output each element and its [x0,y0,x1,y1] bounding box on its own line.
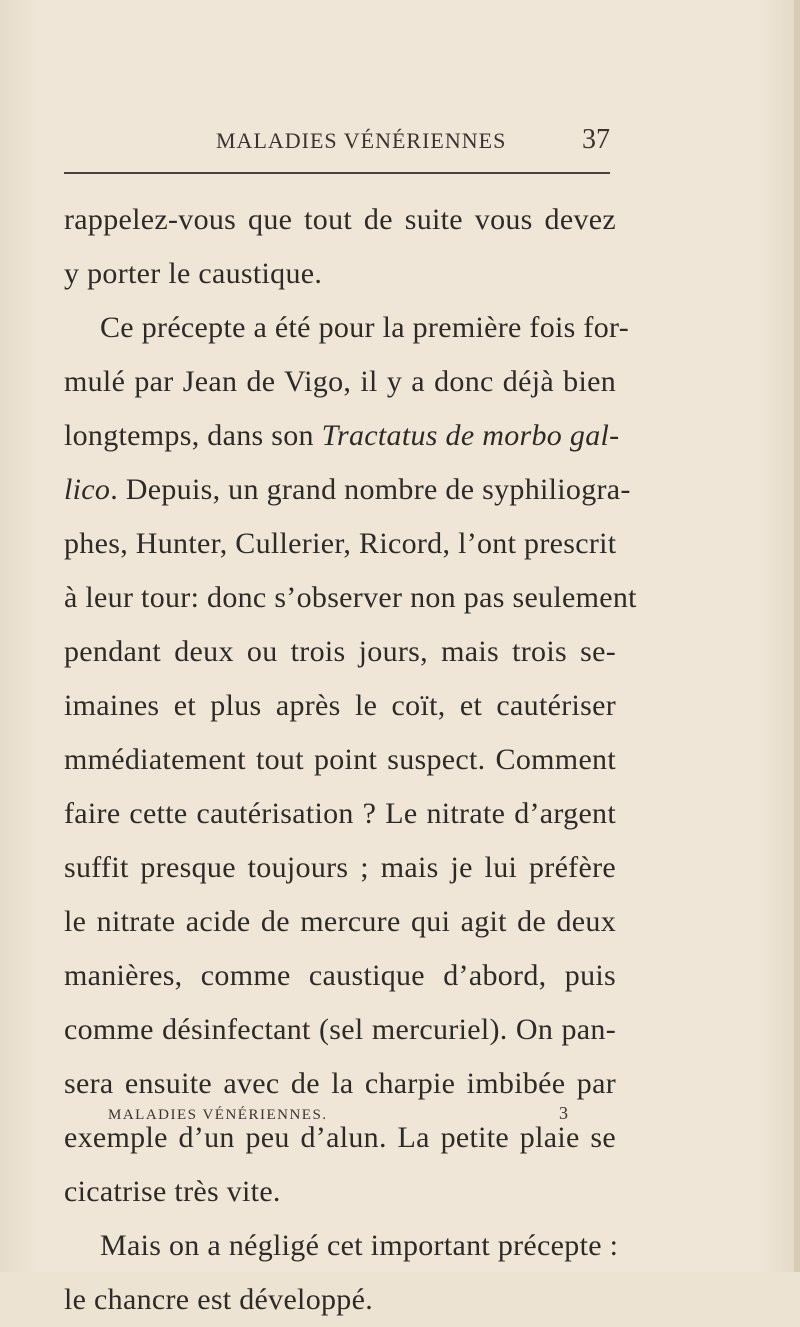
running-title: MALADIES VÉNÉRIENNES [216,128,507,153]
text-line: comme désinfectant (sel mercuriel). On pan- [64,1013,616,1046]
running-head [64,124,610,160]
page-number: 37 [582,124,610,155]
text-line: rappelez-vous que tout de suite vous devez [64,203,616,236]
text-line [64,463,631,517]
text-segment: longtemps, dans son [64,419,322,452]
text-line: mmédiatement tout point suspect. Comment [64,743,616,776]
text-line: sera ensuite avec de la charpie imbibée par [64,1067,616,1100]
text-line: Ce précepte a été pour la première fois for- [100,311,630,344]
book-title: Tractatus de morbo gal- [321,419,620,452]
text-line: pendant deux ou trois jours, mais trois se- [64,635,616,668]
text-line: manières, comme caustique d’abord, puis [64,959,616,992]
text-line: exemple d’un peu d’alun. La petite plaie se [64,1121,616,1154]
text-line: mulé par Jean de Vigo, il y a donc déjà bien [64,365,616,398]
text-line: Mais on a négligé cet important précepte : [100,1229,619,1262]
text-segment: . Depuis, un grand nombre de syphiliogra- [110,473,631,506]
text-line: y porter le caustique. [64,257,323,290]
body-text [64,193,637,1327]
book-title-end: lico [64,473,111,506]
text-line: phes, Hunter, Cullerier, Ricord, l’ont prescrit [64,527,617,560]
text-line: faire cette cautérisation ? Le nitrate d’argent [64,797,616,830]
text-line: suffit presque toujours ; mais je lui préfère [64,851,616,884]
header-rule [64,172,610,174]
text-line: à leur tour: donc s’observer non pas seulement [64,581,637,614]
page-edge [794,0,800,1272]
signature-mark: 3 [559,1103,568,1123]
text-line: imaines et plus après le coït, et cautériser [64,689,616,722]
text-line: le chancre est développé. [64,1283,374,1316]
text-line: le nitrate acide de mercure qui agit de deux [64,905,616,938]
signature-text: MALADIES VÉNÉRIENNES. [108,1107,328,1123]
printer-signature [108,1103,568,1131]
text-line: cicatrise très vite. [64,1175,281,1208]
text-line [64,409,620,463]
